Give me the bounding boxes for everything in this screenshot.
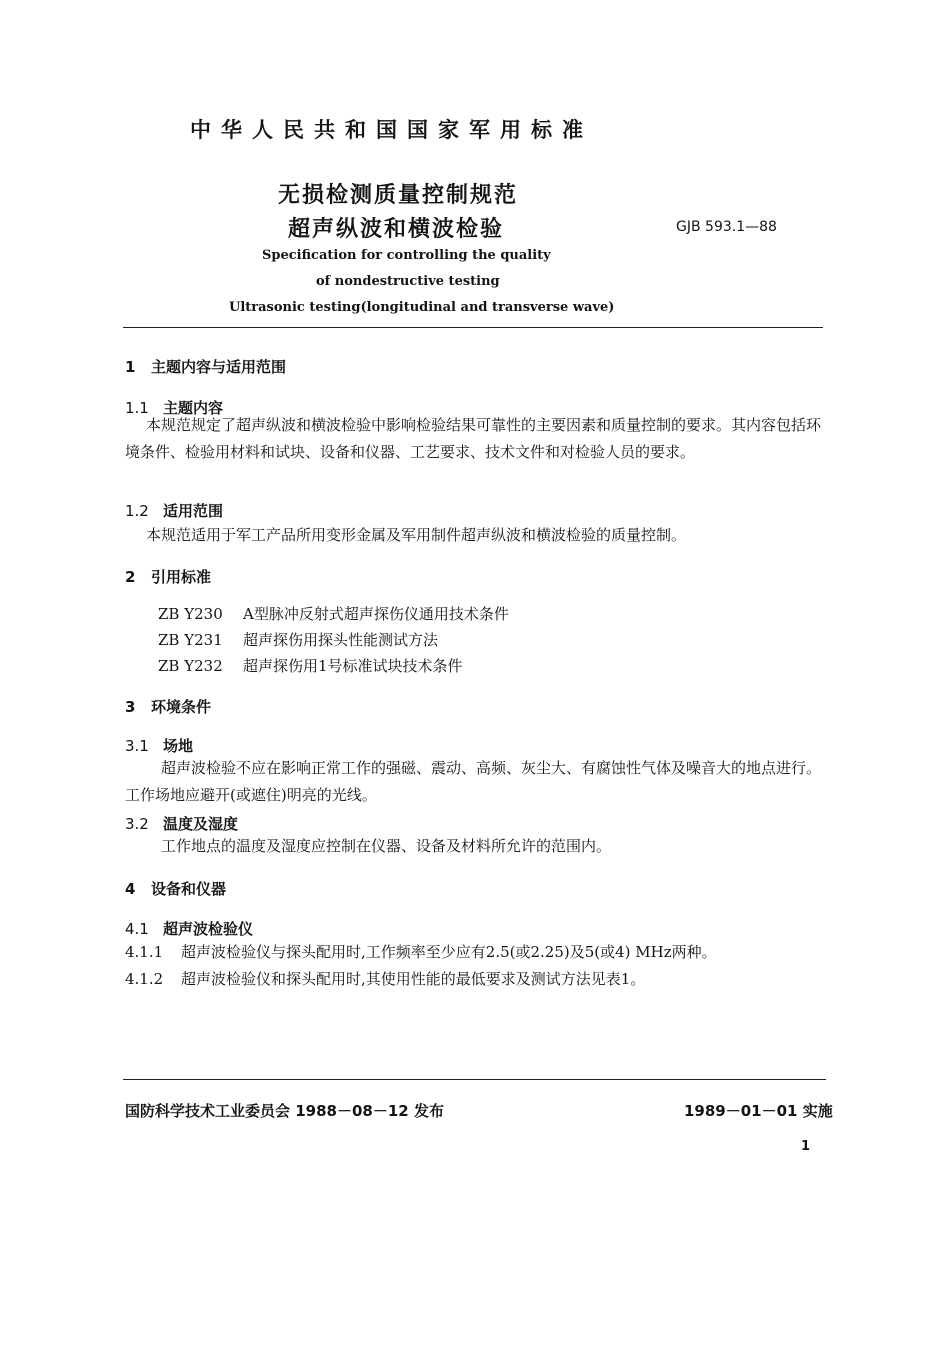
section-1-heading (125, 356, 286, 377)
reference-code: ZB Y230 (158, 605, 223, 623)
section-1-2-text: 本规范适用于军工产品所用变形金属及军用制件超声纵波和横波检验的质量控制。 (146, 526, 687, 544)
reference-code: ZB Y232 (158, 657, 223, 675)
reference-title: 超声探伤用1号标准试块技术条件 (243, 657, 463, 675)
section-1-1-title: 主题内容 (163, 399, 224, 417)
section-1-number: 1 (125, 358, 136, 376)
reference-row (158, 655, 463, 676)
section-3-1-number: 3.1 (125, 737, 149, 755)
section-3-number: 3 (125, 698, 136, 716)
title-en-line1: Specification for controlling the quality (262, 248, 551, 263)
title-cn-line2: 超声纵波和横波检验 (288, 217, 505, 242)
reference-title: 超声探伤用探头性能测试方法 (243, 631, 439, 649)
section-1-2-number: 1.2 (125, 502, 149, 520)
section-3-title: 环境条件 (151, 698, 212, 716)
section-3-1-heading (125, 735, 193, 756)
page-number: 1 (801, 1139, 811, 1154)
section-1-2-title: 适用范围 (163, 502, 224, 520)
section-4-1-number: 4.1 (125, 920, 149, 938)
section-2-number: 2 (125, 568, 136, 586)
reference-row (158, 603, 509, 624)
reference-row (158, 629, 438, 650)
title-cn-line1: 无损检测质量控制规范 (278, 183, 519, 208)
standard-number: GJB 593.1—88 (676, 219, 777, 235)
section-1-2-heading (125, 500, 223, 521)
national-standard-heading: 中华人民共和国国家军用标准 (190, 118, 593, 142)
reference-code: ZB Y231 (158, 631, 223, 649)
section-4-heading (125, 878, 226, 899)
section-3-2-title: 温度及湿度 (163, 815, 239, 833)
clause-4-1-2 (125, 968, 645, 989)
reference-title: A型脉冲反射式超声探伤仪通用技术条件 (243, 605, 509, 623)
clause-text: 超声波检验仪和探头配用时,其使用性能的最低要求及测试方法见表1。 (181, 970, 646, 988)
section-4-title: 设备和仪器 (151, 880, 227, 898)
section-3-2-number: 3.2 (125, 815, 149, 833)
section-1-title: 主题内容与适用范围 (151, 358, 287, 376)
issue-info: 国防科学技术工业委员会 1988－08－12 发布 (125, 1102, 444, 1120)
clause-number: 4.1.1 (125, 943, 164, 961)
section-4-number: 4 (125, 880, 136, 898)
section-4-1-title: 超声波检验仪 (163, 920, 254, 938)
section-3-2-heading (125, 813, 238, 834)
footer-rule (123, 1079, 826, 1080)
section-3-heading (125, 696, 211, 717)
header-rule (123, 327, 823, 328)
title-en-line3: Ultrasonic testing(longitudinal and transverse wave) (229, 300, 615, 315)
section-3-1-title: 场地 (163, 737, 194, 755)
effective-date: 1989－01－01 实施 (684, 1102, 833, 1120)
section-1-1-text: 本规范规定了超声纵波和横波检验中影响检验结果可靠性的主要因素和质量控制的要求。其内容包括环境条件、检验用材料和试块、设备和仪器、工艺要求、技术文件和对检验人员的要求。 (125, 416, 822, 461)
clause-text: 超声波检验仪与探头配用时,工作频率至少应有2.5(或2.25)及5(或4) MHz两种。 (181, 943, 717, 961)
clause-number: 4.1.2 (125, 970, 164, 988)
clause-4-1-1 (125, 941, 717, 962)
section-2-title: 引用标准 (151, 568, 212, 586)
section-3-1-text: 超声波检验不应在影响正常工作的强磁、震动、高频、灰尘大、有腐蚀性气体及噪音大的地点进行。工作场地应避开(或遮住)明亮的光线。 (125, 759, 822, 804)
section-1-1-number: 1.1 (125, 399, 149, 417)
title-en-line2: of nondestructive testing (316, 274, 500, 289)
section-2-heading (125, 566, 211, 587)
section-3-2-text: 工作地点的温度及湿度应控制在仪器、设备及材料所允许的范围内。 (161, 837, 612, 855)
section-4-1-heading (125, 918, 253, 939)
